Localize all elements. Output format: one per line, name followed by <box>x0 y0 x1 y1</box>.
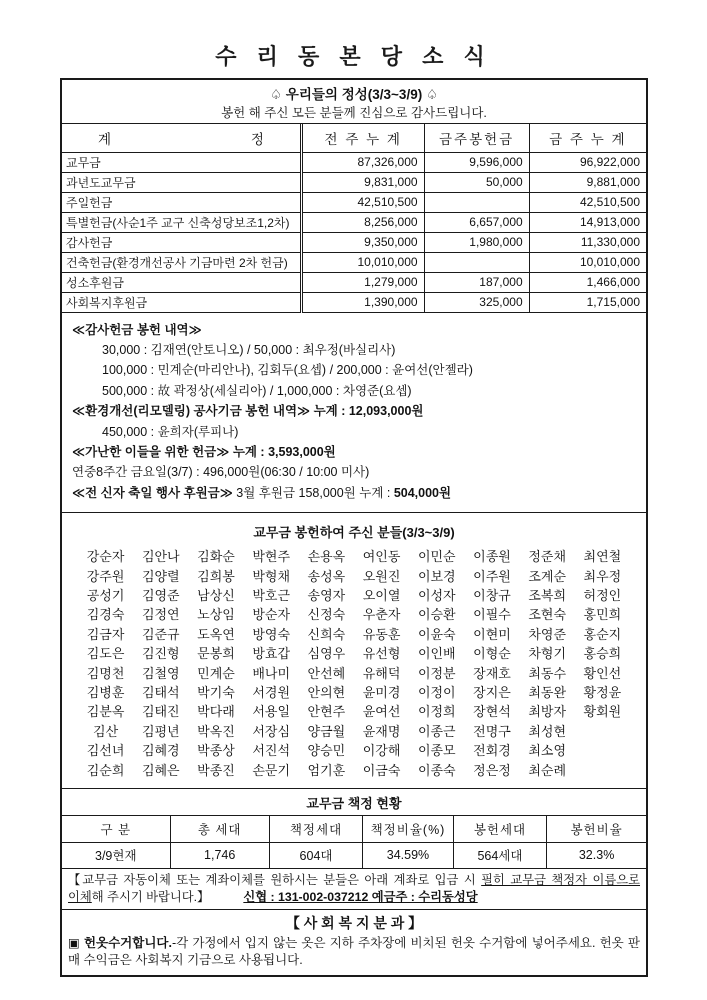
donor-name: 서경원 <box>252 685 291 700</box>
donor-name: 안의현 <box>307 685 346 700</box>
donor-name: 조계순 <box>528 568 567 584</box>
detail-line <box>72 483 638 503</box>
donor-name: 차형기 <box>528 646 567 662</box>
donor-name: 김태석 <box>141 685 180 700</box>
assessment-header-row <box>62 816 646 842</box>
assessment-header-total-households: 총 세대 <box>170 816 269 842</box>
donor-name: 도옥연 <box>197 626 235 642</box>
donor-name: 박형채 <box>252 568 291 584</box>
detail-text: 3월 후원금 158,000원 누계 : <box>232 485 394 500</box>
notice-text: 필히 교무금 책정자 이름으로 <box>481 873 641 888</box>
donor-name: 김경숙 <box>86 607 125 623</box>
account-column-header <box>62 124 301 152</box>
donor-name: 김평년 <box>141 723 180 739</box>
offering-header-subtitle: 봉헌 해 주신 모든 분들께 진심으로 감사드립니다. <box>221 106 487 120</box>
donor-name <box>575 761 630 780</box>
offering-week-total-cell: 42,510,500 <box>529 192 646 212</box>
offering-account-name-cell: 주일헌금 <box>62 192 301 212</box>
offering-account-name-cell: 감사헌금 <box>62 232 301 252</box>
donor-name: 이필수 <box>473 607 511 623</box>
donor-name: 노상임 <box>197 607 235 623</box>
offering-week-amount-cell: 1,980,000 <box>424 232 529 252</box>
offering-row <box>62 172 646 192</box>
donor-name: 송성옥 <box>307 568 346 584</box>
donor-name: 이승환 <box>417 607 456 623</box>
offering-prev-total-cell: 42,510,500 <box>301 192 424 212</box>
donor-name: 양승민 <box>307 743 346 759</box>
donor-name: 박종상 <box>197 743 235 759</box>
donor-name: 김분옥 <box>86 704 125 720</box>
this-week-offering-header: 금주봉헌금 <box>424 124 529 152</box>
offering-row <box>62 192 646 212</box>
donor-name: 서장심 <box>252 723 291 739</box>
donor-name: 박다래 <box>197 704 235 720</box>
offering-prev-total-cell: 1,279,000 <box>301 272 424 292</box>
notice-text: 해 주시기 바랍니다.】 <box>91 889 210 904</box>
donor-name: 서진석 <box>252 743 291 759</box>
donor-name: 배나미 <box>252 665 291 681</box>
donor-name: 정은정 <box>473 762 511 778</box>
offering-account-name-cell: 교무금 <box>62 152 301 172</box>
assessment-header-offering-households: 봉헌세대 <box>453 816 546 842</box>
offering-details-section <box>62 313 646 513</box>
donor-name: 김혜경 <box>141 743 180 759</box>
donor-name: 최우정 <box>583 568 622 584</box>
donor-name: 윤여선 <box>362 704 401 720</box>
donor-name: 이종원 <box>473 549 511 565</box>
donor-name: 김선녀 <box>86 743 125 759</box>
offering-week-amount-cell <box>424 192 529 212</box>
donor-name: 방효갑 <box>252 646 291 662</box>
offering-row <box>62 272 646 292</box>
bulletin-main-box <box>60 78 648 977</box>
donor-name: 최성현 <box>528 723 567 739</box>
assessment-offering-households-cell: 564세대 <box>453 842 546 868</box>
donor-name: 전회경 <box>473 743 511 759</box>
donor-name: 차영준 <box>528 626 567 642</box>
offering-prev-total-cell: 9,831,000 <box>301 172 424 192</box>
donor-name: 홍순지 <box>583 626 622 642</box>
page-title: 수 리 동 본 당 소 식 <box>215 44 492 69</box>
donor-name: 허정인 <box>583 587 622 603</box>
donor-name: 서용일 <box>252 704 291 720</box>
assessment-pledged-households-cell: 604대 <box>269 842 362 868</box>
offering-account-name-cell: 특별헌금(사순1주 교구 신축성당보조1,2차) <box>62 212 301 232</box>
donor-name: 이현미 <box>473 626 511 642</box>
donor-name: 문봉희 <box>197 646 235 662</box>
offering-header-title: ♤ 우리들의 정성(3/3~3/9) ♤ <box>269 87 439 102</box>
welfare-paragraph-text: -각 가정에서 입지 않는 옷은 지하 주차장에 비치된 헌옷 수거함에 넣어주세요. 헌옷 판매 수익금은 사회복지 기금으로 사용됩니다. <box>68 936 640 967</box>
offering-row <box>62 252 646 272</box>
donor-name: 최순례 <box>528 762 567 778</box>
donor-name: 윤재명 <box>362 723 401 739</box>
detail-line <box>72 360 638 380</box>
donor-name: 엄기훈 <box>307 762 346 778</box>
donor-name: 이금숙 <box>362 762 401 778</box>
assessment-data-row <box>62 842 646 868</box>
assessment-total-households-cell: 1,746 <box>170 842 269 868</box>
donor-name: 장지은 <box>473 685 511 700</box>
donor-name: 여인동 <box>362 549 401 565</box>
assessment-header-pledged-households: 책정세대 <box>269 816 362 842</box>
assessment-offering-rate-cell: 32.3% <box>547 842 646 868</box>
offering-week-total-cell: 14,913,000 <box>529 212 646 232</box>
offering-account-name-cell: 과년도교무금 <box>62 172 301 192</box>
offering-table-header-row <box>62 124 646 152</box>
donor-name: 이창규 <box>473 587 511 603</box>
donor-name <box>575 741 630 760</box>
donor-name: 김명천 <box>86 665 125 681</box>
offering-week-amount-cell: 325,000 <box>424 292 529 312</box>
assessment-pledge-rate-cell: 34.59% <box>363 842 454 868</box>
donor-name: 윤미경 <box>362 685 401 700</box>
assessment-section <box>62 788 646 868</box>
donor-name: 황인선 <box>583 665 622 681</box>
donor-name: 심영우 <box>307 646 346 662</box>
account-header-right: 정 <box>250 131 264 147</box>
donor-name <box>575 722 630 741</box>
donor-name: 장현석 <box>473 704 511 720</box>
donor-name: 최소영 <box>528 743 567 759</box>
assessment-header-offering-rate: 봉헌비율 <box>547 816 646 842</box>
donor-name: 최방자 <box>528 704 567 720</box>
donor-name: 최동수 <box>528 665 567 681</box>
detail-text: 100,000 : 민계순(마리안나), 김회두(요셉) / 200,000 : 윤여선(안젤라) <box>102 363 473 378</box>
offering-table <box>62 124 646 313</box>
offering-account-name-cell: 사회복지후원금 <box>62 292 301 312</box>
donors-title: 교무금 봉헌하여 주신 분들(3/3~3/9) <box>253 525 455 541</box>
donor-name: 이종근 <box>417 723 456 739</box>
donor-name: 김태진 <box>141 704 180 720</box>
donor-name: 김금자 <box>86 626 125 642</box>
donor-name: 오원진 <box>362 568 401 584</box>
donor-name: 김안나 <box>141 549 180 565</box>
account-header-left: 계 <box>98 131 112 147</box>
donor-name: 박호근 <box>252 587 291 603</box>
donor-name: 김병훈 <box>86 685 125 700</box>
donor-name: 박현주 <box>252 549 291 565</box>
donor-name: 김양렬 <box>141 568 180 584</box>
donor-name: 방순자 <box>252 607 291 623</box>
offering-week-amount-cell: 6,657,000 <box>424 212 529 232</box>
welfare-text <box>62 935 646 975</box>
offering-header <box>62 80 646 124</box>
detail-text: 500,000 : 故 곽정상(세실리아) / 1,000,000 : 차영준(요셉) <box>102 383 412 398</box>
offering-table-body <box>62 152 646 312</box>
donor-name: 유선형 <box>362 646 401 662</box>
detail-text: 30,000 : 김재연(안토니오) / 50,000 : 최우정(바실리사) <box>102 342 396 357</box>
assessment-header-category: 구 분 <box>62 816 170 842</box>
detail-text: 연중8주간 금요일(3/7) : 496,000원(06:30 / 10:00 미사) <box>72 465 370 480</box>
donor-name: 홍민희 <box>583 607 622 623</box>
offering-week-total-cell: 9,881,000 <box>529 172 646 192</box>
welfare-title: 【 사 회 복 지 분 과 】 <box>285 915 423 932</box>
offering-prev-total-cell: 10,010,000 <box>301 252 424 272</box>
detail-text: 504,000원 <box>393 485 452 500</box>
donor-name: 오이열 <box>362 587 401 603</box>
donor-name: 양금월 <box>307 723 346 739</box>
donor-name: 조복희 <box>528 587 567 603</box>
donor-name: 이종모 <box>417 743 456 759</box>
donor-name: 박기숙 <box>197 685 235 700</box>
offering-prev-total-cell: 87,326,000 <box>301 152 424 172</box>
donor-name: 남상신 <box>197 587 235 603</box>
detail-line <box>72 462 638 482</box>
donor-name: 최연철 <box>583 549 622 565</box>
donor-name: 민계순 <box>197 665 235 681</box>
detail-text: ≪전 신자 축일 행사 후원금≫ <box>72 485 233 500</box>
donor-name: 안선혜 <box>307 665 346 681</box>
offering-row <box>62 292 646 312</box>
donor-name: 이정이 <box>417 685 456 700</box>
donor-name: 유동훈 <box>362 626 401 642</box>
donor-name: 이민순 <box>417 549 456 565</box>
offering-week-total-cell: 1,715,000 <box>529 292 646 312</box>
welfare-paragraph-text: ▣ 헌옷수거합니다. <box>68 936 172 951</box>
donor-name: 박종진 <box>197 762 235 778</box>
donor-name: 신희숙 <box>307 626 346 642</box>
donor-name: 김준규 <box>141 626 180 642</box>
offering-week-total-cell: 11,330,000 <box>529 232 646 252</box>
donors-section <box>62 512 646 788</box>
donor-name: 김도은 <box>86 646 125 662</box>
donor-name: 이보경 <box>417 568 456 584</box>
assessment-table <box>62 816 646 868</box>
donor-name: 유해덕 <box>362 665 401 681</box>
detail-line <box>72 340 638 360</box>
donor-name: 정준채 <box>528 549 567 565</box>
donor-name: 김화순 <box>197 549 235 565</box>
detail-line <box>72 401 638 421</box>
donor-name: 이정희 <box>417 704 456 720</box>
notice-text: 신협 : 131-002-037212 예금주 : 수리동성당 <box>243 889 478 904</box>
offering-week-amount-cell: 187,000 <box>424 272 529 292</box>
donor-name: 안현주 <box>307 704 346 720</box>
detail-line <box>72 381 638 401</box>
donor-name: 전명구 <box>473 723 511 739</box>
offering-row <box>62 152 646 172</box>
donor-name: 김진형 <box>141 646 180 662</box>
donor-name: 황정윤 <box>583 685 622 700</box>
offering-row <box>62 212 646 232</box>
detail-text: 450,000 : 윤희자(루피나) <box>102 424 239 439</box>
offering-prev-total-cell: 8,256,000 <box>301 212 424 232</box>
donor-name: 손문기 <box>252 762 291 778</box>
donor-name: 강순자 <box>86 549 125 565</box>
donor-name: 김순희 <box>86 762 125 778</box>
assessment-date-cell: 3/9현재 <box>95 849 137 864</box>
detail-text: ≪가난한 이들을 위한 헌금≫ 누계 : 3,593,000원 <box>72 444 336 459</box>
offering-prev-total-cell: 9,350,000 <box>301 232 424 252</box>
offering-account-name-cell: 건축헌금(환경개선공사 기금마련 2차 헌금) <box>62 252 301 272</box>
offering-row <box>62 232 646 252</box>
donor-name: 방영숙 <box>252 626 291 642</box>
donor-name: 김희봉 <box>197 568 235 584</box>
notice-text: 【교무금 자동이체 또는 계좌이체를 원하시는 분들은 아래 계좌로 입금 시 <box>68 873 482 888</box>
donor-name: 강주원 <box>86 568 125 584</box>
detail-line <box>72 442 638 462</box>
donor-name: 이인배 <box>417 646 456 662</box>
detail-line <box>72 422 638 442</box>
donor-name: 공성기 <box>86 587 125 603</box>
donor-name: 송영자 <box>307 587 346 603</box>
transfer-notice <box>62 868 646 909</box>
donor-name: 손용옥 <box>307 549 346 565</box>
this-week-total-header: 금 주 누 계 <box>529 124 646 152</box>
donor-name: 김산 <box>93 723 119 739</box>
donor-name: 이정분 <box>417 665 456 681</box>
welfare-section <box>62 909 646 975</box>
donor-name: 이주원 <box>473 568 511 584</box>
donor-name: 이성자 <box>417 587 456 603</box>
donor-name: 황회원 <box>583 704 622 720</box>
offering-account-name-cell: 성소후원금 <box>62 272 301 292</box>
offering-prev-total-cell: 1,390,000 <box>301 292 424 312</box>
assessment-title: 교무금 책정 현황 <box>62 789 646 816</box>
donor-name: 장재호 <box>473 665 511 681</box>
donor-name: 김혜은 <box>141 762 180 778</box>
donor-name: 조현숙 <box>528 607 567 623</box>
offering-week-total-cell: 1,466,000 <box>529 272 646 292</box>
donor-name: 김철영 <box>141 665 180 681</box>
donor-name: 이강해 <box>362 743 401 759</box>
notice-text: 이체 <box>68 889 92 904</box>
donor-name: 김정연 <box>141 607 180 623</box>
offering-week-amount-cell: 50,000 <box>424 172 529 192</box>
transfer-notice-line1 <box>68 872 640 889</box>
offering-week-total-cell: 96,922,000 <box>529 152 646 172</box>
assessment-header-pledge-rate: 책정비율(%) <box>363 816 454 842</box>
offering-week-amount-cell <box>424 252 529 272</box>
offering-week-total-cell: 10,010,000 <box>529 252 646 272</box>
donor-name: 최동완 <box>528 685 567 700</box>
donor-name: 이윤숙 <box>417 626 456 642</box>
donor-name: 이종숙 <box>417 762 456 778</box>
donor-name: 신정숙 <box>307 607 346 623</box>
offering-week-amount-cell: 9,596,000 <box>424 152 529 172</box>
donor-name: 이형순 <box>473 646 511 662</box>
transfer-notice-line2 <box>68 889 640 906</box>
detail-line <box>72 320 638 340</box>
detail-text: ≪감사헌금 봉헌 내역≫ <box>72 322 202 337</box>
donor-name: 홍승희 <box>583 646 622 662</box>
donor-name: 박옥진 <box>197 723 235 739</box>
donor-name: 김영준 <box>141 587 180 603</box>
detail-text: ≪환경개선(리모델링) 공사기금 봉헌 내역≫ 누계 : 12,093,000원 <box>72 404 424 419</box>
donors-grid <box>62 547 646 780</box>
donor-name: 우춘자 <box>362 607 401 623</box>
prev-week-total-header: 전 주 누 계 <box>301 124 424 152</box>
